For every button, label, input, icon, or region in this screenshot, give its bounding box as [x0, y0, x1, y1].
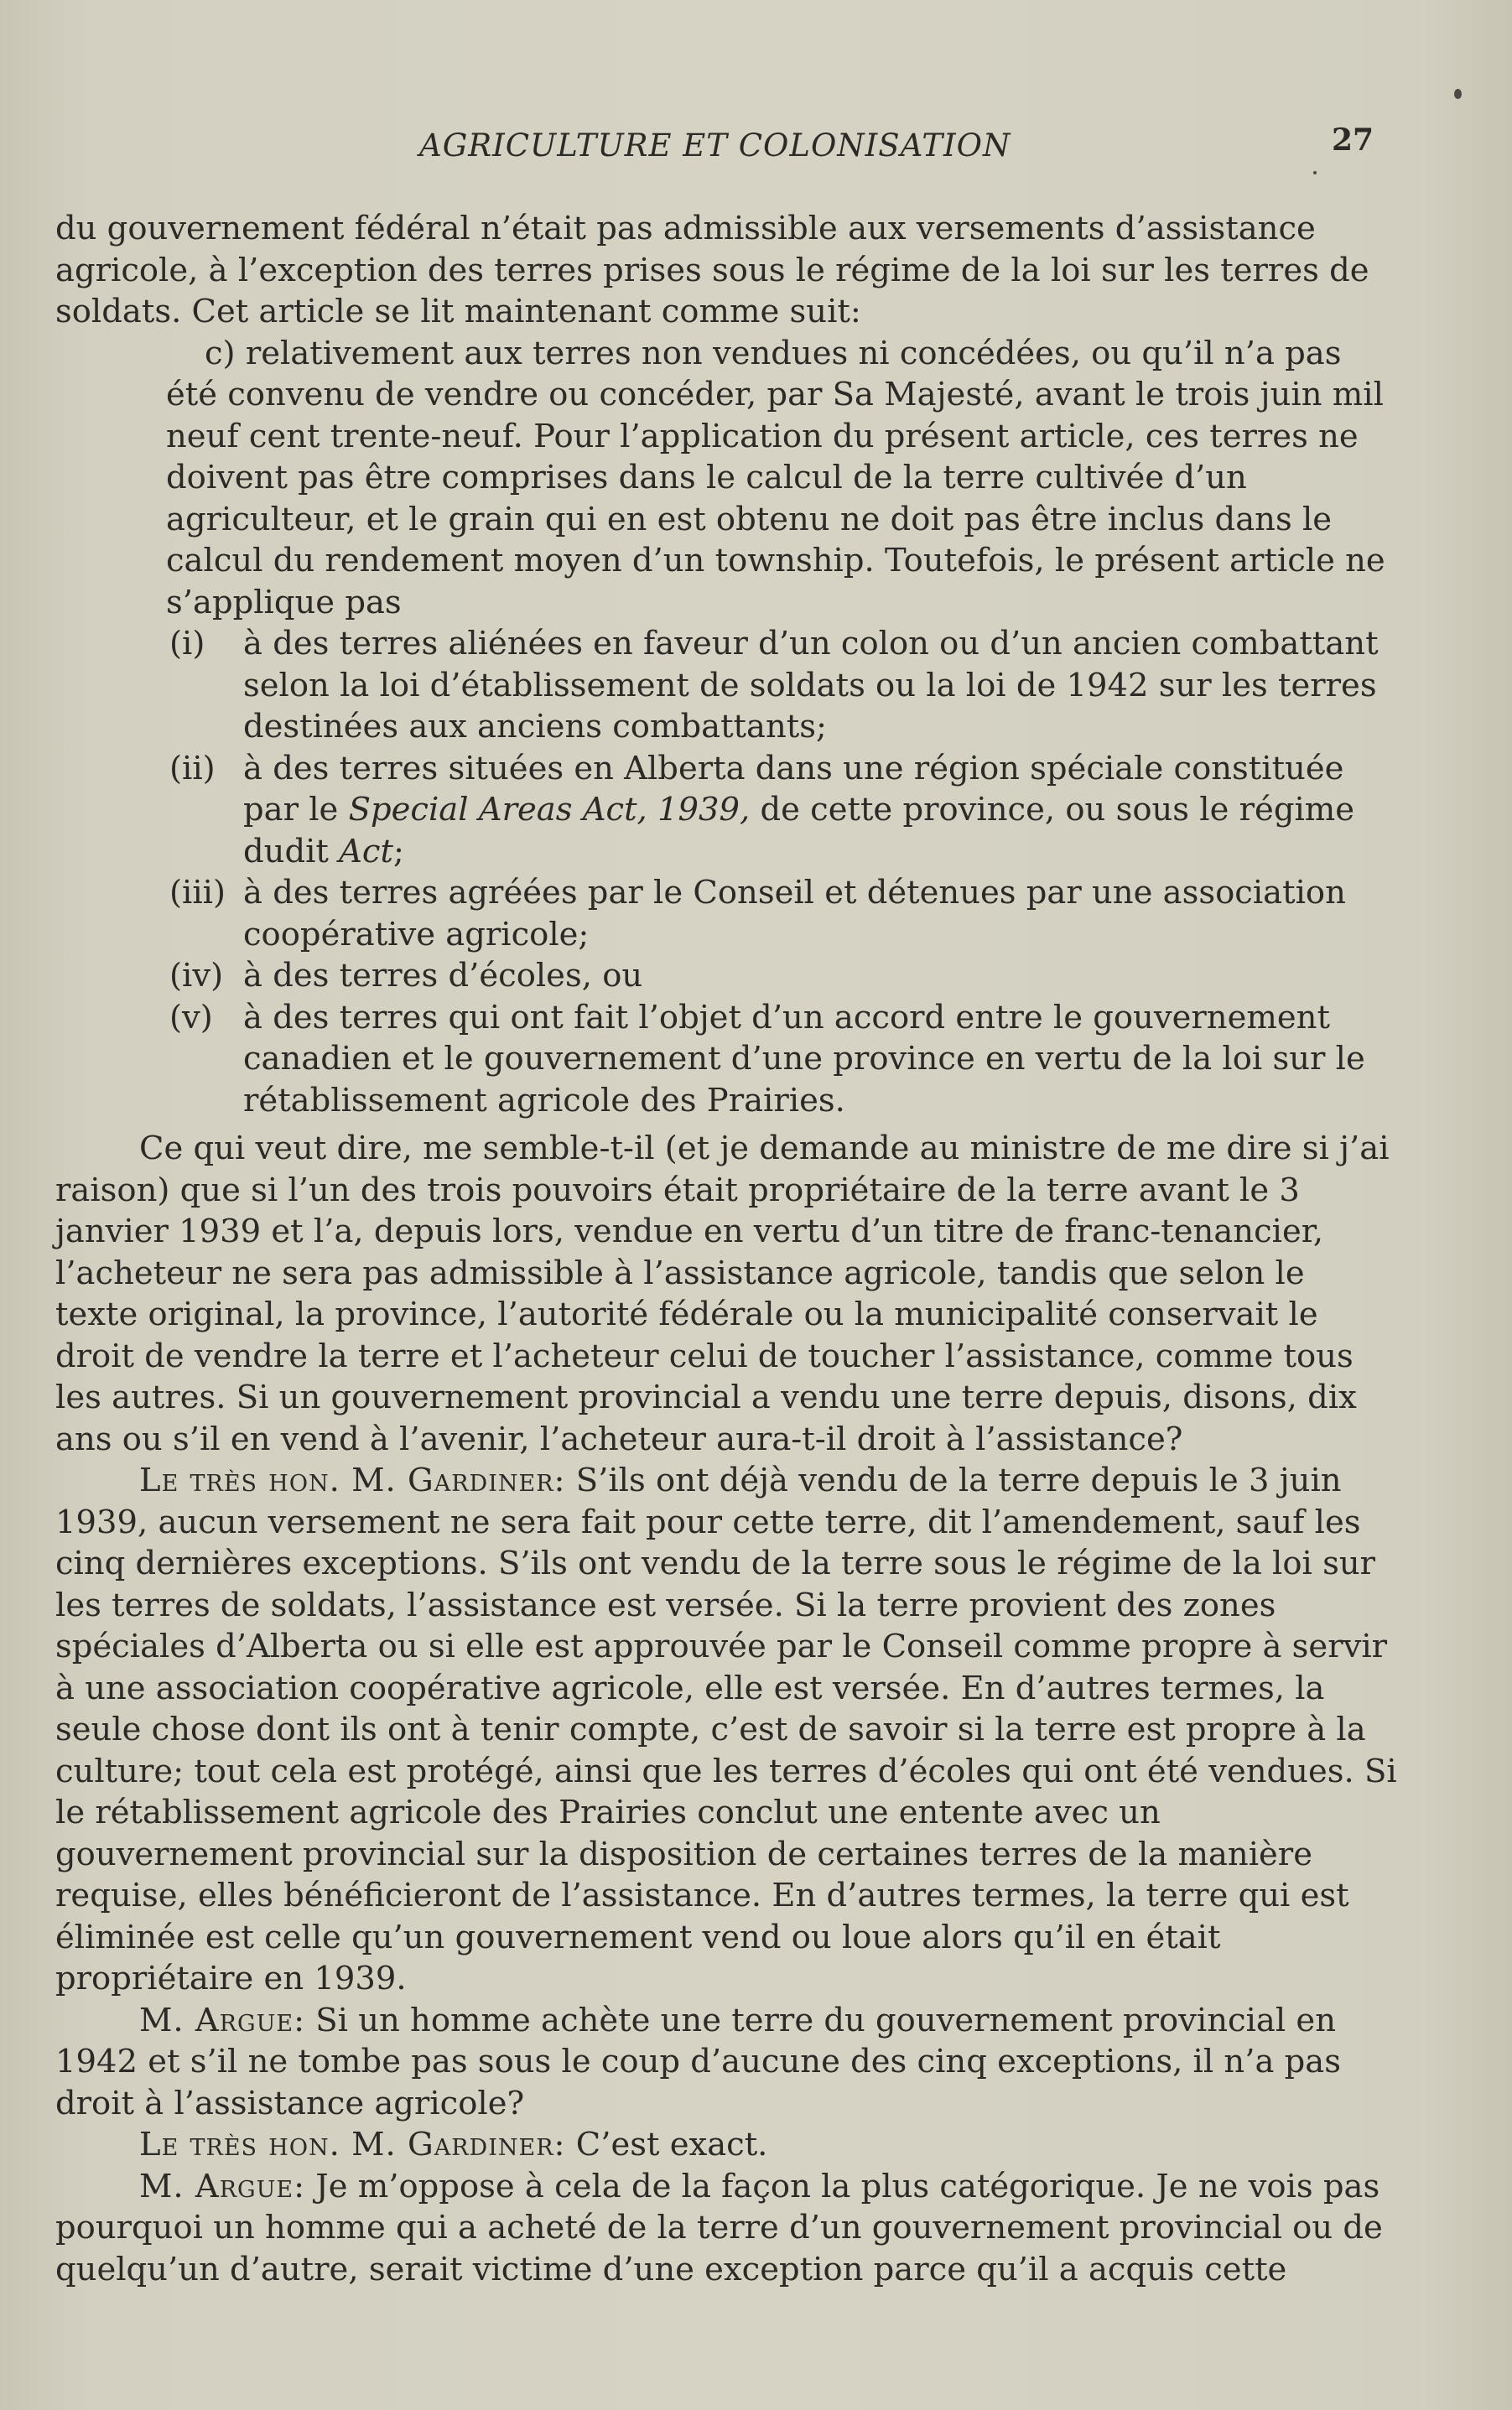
- list-item: [55, 955, 1397, 997]
- ink-speck: [1454, 89, 1462, 99]
- list-marker: (i): [169, 625, 205, 662]
- list-marker: (v): [169, 998, 213, 1036]
- paragraph-argue-question: [55, 2000, 1397, 2125]
- list-item-text: à des terres aliénées en faveur d’un colon ou d’un ancien combattant selon la loi d’établissement de soldats ou la loi de 1942 sur les terres destinées aux anciens combattants;: [243, 625, 1379, 745]
- page-header: [0, 119, 1512, 169]
- paragraph-gardiner-answer: [55, 2124, 1397, 2166]
- speaker-name: M. Argue:: [139, 2001, 306, 2039]
- list-item-text: à des terres situées en Alberta dans une région spéciale constituée par le: [243, 749, 1344, 828]
- paragraph-argue-objection: [55, 2166, 1397, 2291]
- list-item-text: à des terres d’écoles, ou: [243, 957, 643, 995]
- list-item-text: de cette province, ou sous le régime dudit: [243, 791, 1355, 870]
- page-number: 27: [1332, 122, 1374, 158]
- list-marker: (iv): [169, 957, 224, 995]
- quoted-article-intro: c) relativement aux terres non vendues ni concédées, ou qu’il n’a pas été convenu de vendre ou concéder, par Sa Majesté, avant le trois juin mil neuf cent trente-neuf. Pour l’application du présent article, ces terres ne doivent pas être comprises dans le calcul de la terre cultivée d’un agriculteur, et le grain qui en est obtenu ne doit pas être inclus dans le calcul du rendement moyen d’un township. Toutefois, le présent article ne s’applique pas: [166, 334, 1385, 621]
- list-item: [55, 623, 1397, 748]
- speaker-name: Le très hon. M. Gardiner:: [139, 2126, 566, 2163]
- speech-text: Je m’oppose à cela de la façon la plus catégorique. Je ne vois pas pourquoi un homme qui a acheté de la terre d’un gouvernement provincial ou de quelqu’un d’autre, serait victime d’une exception parce qu’il a acquis cette: [55, 2167, 1383, 2288]
- list-item: [55, 872, 1397, 955]
- list-item-text: à des terres agréées par le Conseil et détenues par une association coopérative agricole;: [243, 874, 1346, 953]
- speech-text: C’est exact.: [565, 2126, 768, 2163]
- list-item: [55, 748, 1397, 873]
- list-marker: (iii): [169, 874, 226, 912]
- document-body: [55, 208, 1397, 2290]
- act-word: Act: [339, 832, 393, 870]
- speaker-name: M. Argue:: [139, 2167, 306, 2205]
- speech-text: S’ils ont déjà vendu de la terre depuis le 3 juin 1939, aucun versement ne sera fait pour cette terre, dit l’amendement, sauf les cinq dernières exceptions. S’ils ont vendu de la terre sous le régime de la loi sur les terres de soldats, l’assistance est versée. Si la terre provient des zones spéciales d’Alberta ou si elle est approuvée par le Conseil comme propre à servir à une association coopérative agricole, elle est versée. En d’autres termes, la seule chose dont ils ont à tenir compte, c’est de savoir si la terre est propre à la culture; tout cela est protégé, ainsi que les terres d’écoles qui ont été vendues. Si le rétablissement agricole des Prairies conclut une entente avec un gouvernement provincial sur la disposition de certaines terres de la manière requise, elles bénéficieront de l’assistance. En d’autres termes, la terre qui est éliminée est celle qu’un gouvernement vend ou loue alors qu’il en était propriétaire en 1939.: [55, 1462, 1397, 1997]
- exceptions-list: [55, 623, 1397, 1121]
- list-item-text: ;: [392, 832, 404, 870]
- running-title: AGRICULTURE ET COLONISATION: [419, 127, 1011, 164]
- act-title: Special Areas Act, 1939,: [348, 791, 751, 828]
- ink-speck: [1313, 171, 1317, 174]
- list-item: [55, 997, 1397, 1122]
- paragraph-intro: du gouvernement fédéral n’était pas admissible aux versements d’assistance agricole, à l’exception des terres prises sous le régime de la loi sur les terres de soldats. Cet article se lit maintenant comme suit:: [55, 210, 1369, 330]
- paragraph-reply: [55, 1460, 1397, 2000]
- speaker-name: Le très hon. M. Gardiner:: [139, 1462, 566, 1499]
- list-marker: (ii): [169, 749, 216, 787]
- list-item-text: à des terres qui ont fait l’objet d’un accord entre le gouvernement canadien et le gouvernement d’une province en vertu de la loi sur le rétablissement agricole des Prairies.: [243, 998, 1365, 1119]
- speech-text: Si un homme achète une terre du gouvernement provincial en 1942 et s’il ne tombe pas sous le coup d’aucune des cinq exceptions, il n’a pas droit à l’assistance agricole?: [55, 2001, 1342, 2122]
- paragraph-question: Ce qui veut dire, me semble-t-il (et je demande au ministre de me dire si j’ai raison) que si l’un des trois pouvoirs était propriétaire de la terre avant le 3 janvier 1939 et l’a, depuis lors, vendue en vertu d’un titre de franc-tenancier, l’acheteur ne sera pas admissible à l’assistance agricole, tandis que selon le texte original, la province, l’autorité fédérale ou la municipalité conservait le droit de vendre la terre et l’acheteur celui de toucher l’assistance, comme tous les autres. Si un gouvernement provincial a vendu une terre depuis, disons, dix ans ou s’il en vend à l’avenir, l’acheteur aura-t-il droit à l’assistance?: [55, 1130, 1390, 1458]
